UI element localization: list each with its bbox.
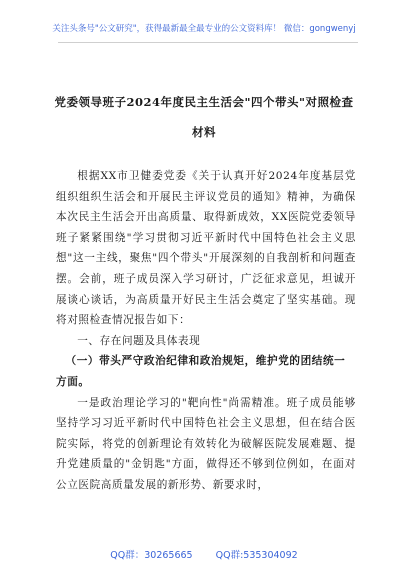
footer-qq-group-1: QQ群：30265665 bbox=[110, 550, 193, 561]
subsection-heading: （一）带头严守政治纪律和政治规矩，维护党的团结统一方面。 bbox=[56, 355, 346, 388]
header-notice: 关注头条号"公文研究"，获得最新最全最专业的公文资料库！ 微信：gongwenyj bbox=[52, 24, 356, 34]
intro-paragraph: 根据XX市卫健委党委《关于认真开好2024年度基层党组织组织生活会和开展民主评议党员的通知》精神，为确保本次民主生活会开出高质量、取得新成效，XX医院党委领导班子紧紧围绕"学习贯彻习近平新时代中国特色社会主义思想"这一主线，聚焦"四个带头"开展深刻的自我剖析和问题查摆。会前，班子成员深入学习研讨，广泛征求意见，坦诚开展谈心谈话，为高质量开好民主生活会奠定了坚实基础。现将对照检查情况报告如下： bbox=[56, 170, 356, 327]
document-body bbox=[56, 166, 356, 496]
footer-qq-group-2: QQ群:535304092 bbox=[215, 550, 298, 561]
document-title-continued: 材料 bbox=[192, 125, 216, 139]
document-title: 党委领导班子2024年度民主生活会"四个带头"对照检查 bbox=[54, 95, 354, 109]
section-heading: 一、存在问题及具体表现 bbox=[77, 334, 201, 347]
footer-contact bbox=[0, 547, 408, 561]
header-divider bbox=[58, 42, 358, 43]
body-paragraph: 一是政治理论学习的"靶向性"尚需精准。班子成员能够坚持学习习近平新时代中国特色社会主义思想，但在结合医院实际，将党的创新理论有效转化为破解医院发展难题、提升党建质量的"金钥匙"方面，做得还不够到位例如，在面对公立医院高质量发展的新形势、新要求时， bbox=[56, 396, 356, 491]
